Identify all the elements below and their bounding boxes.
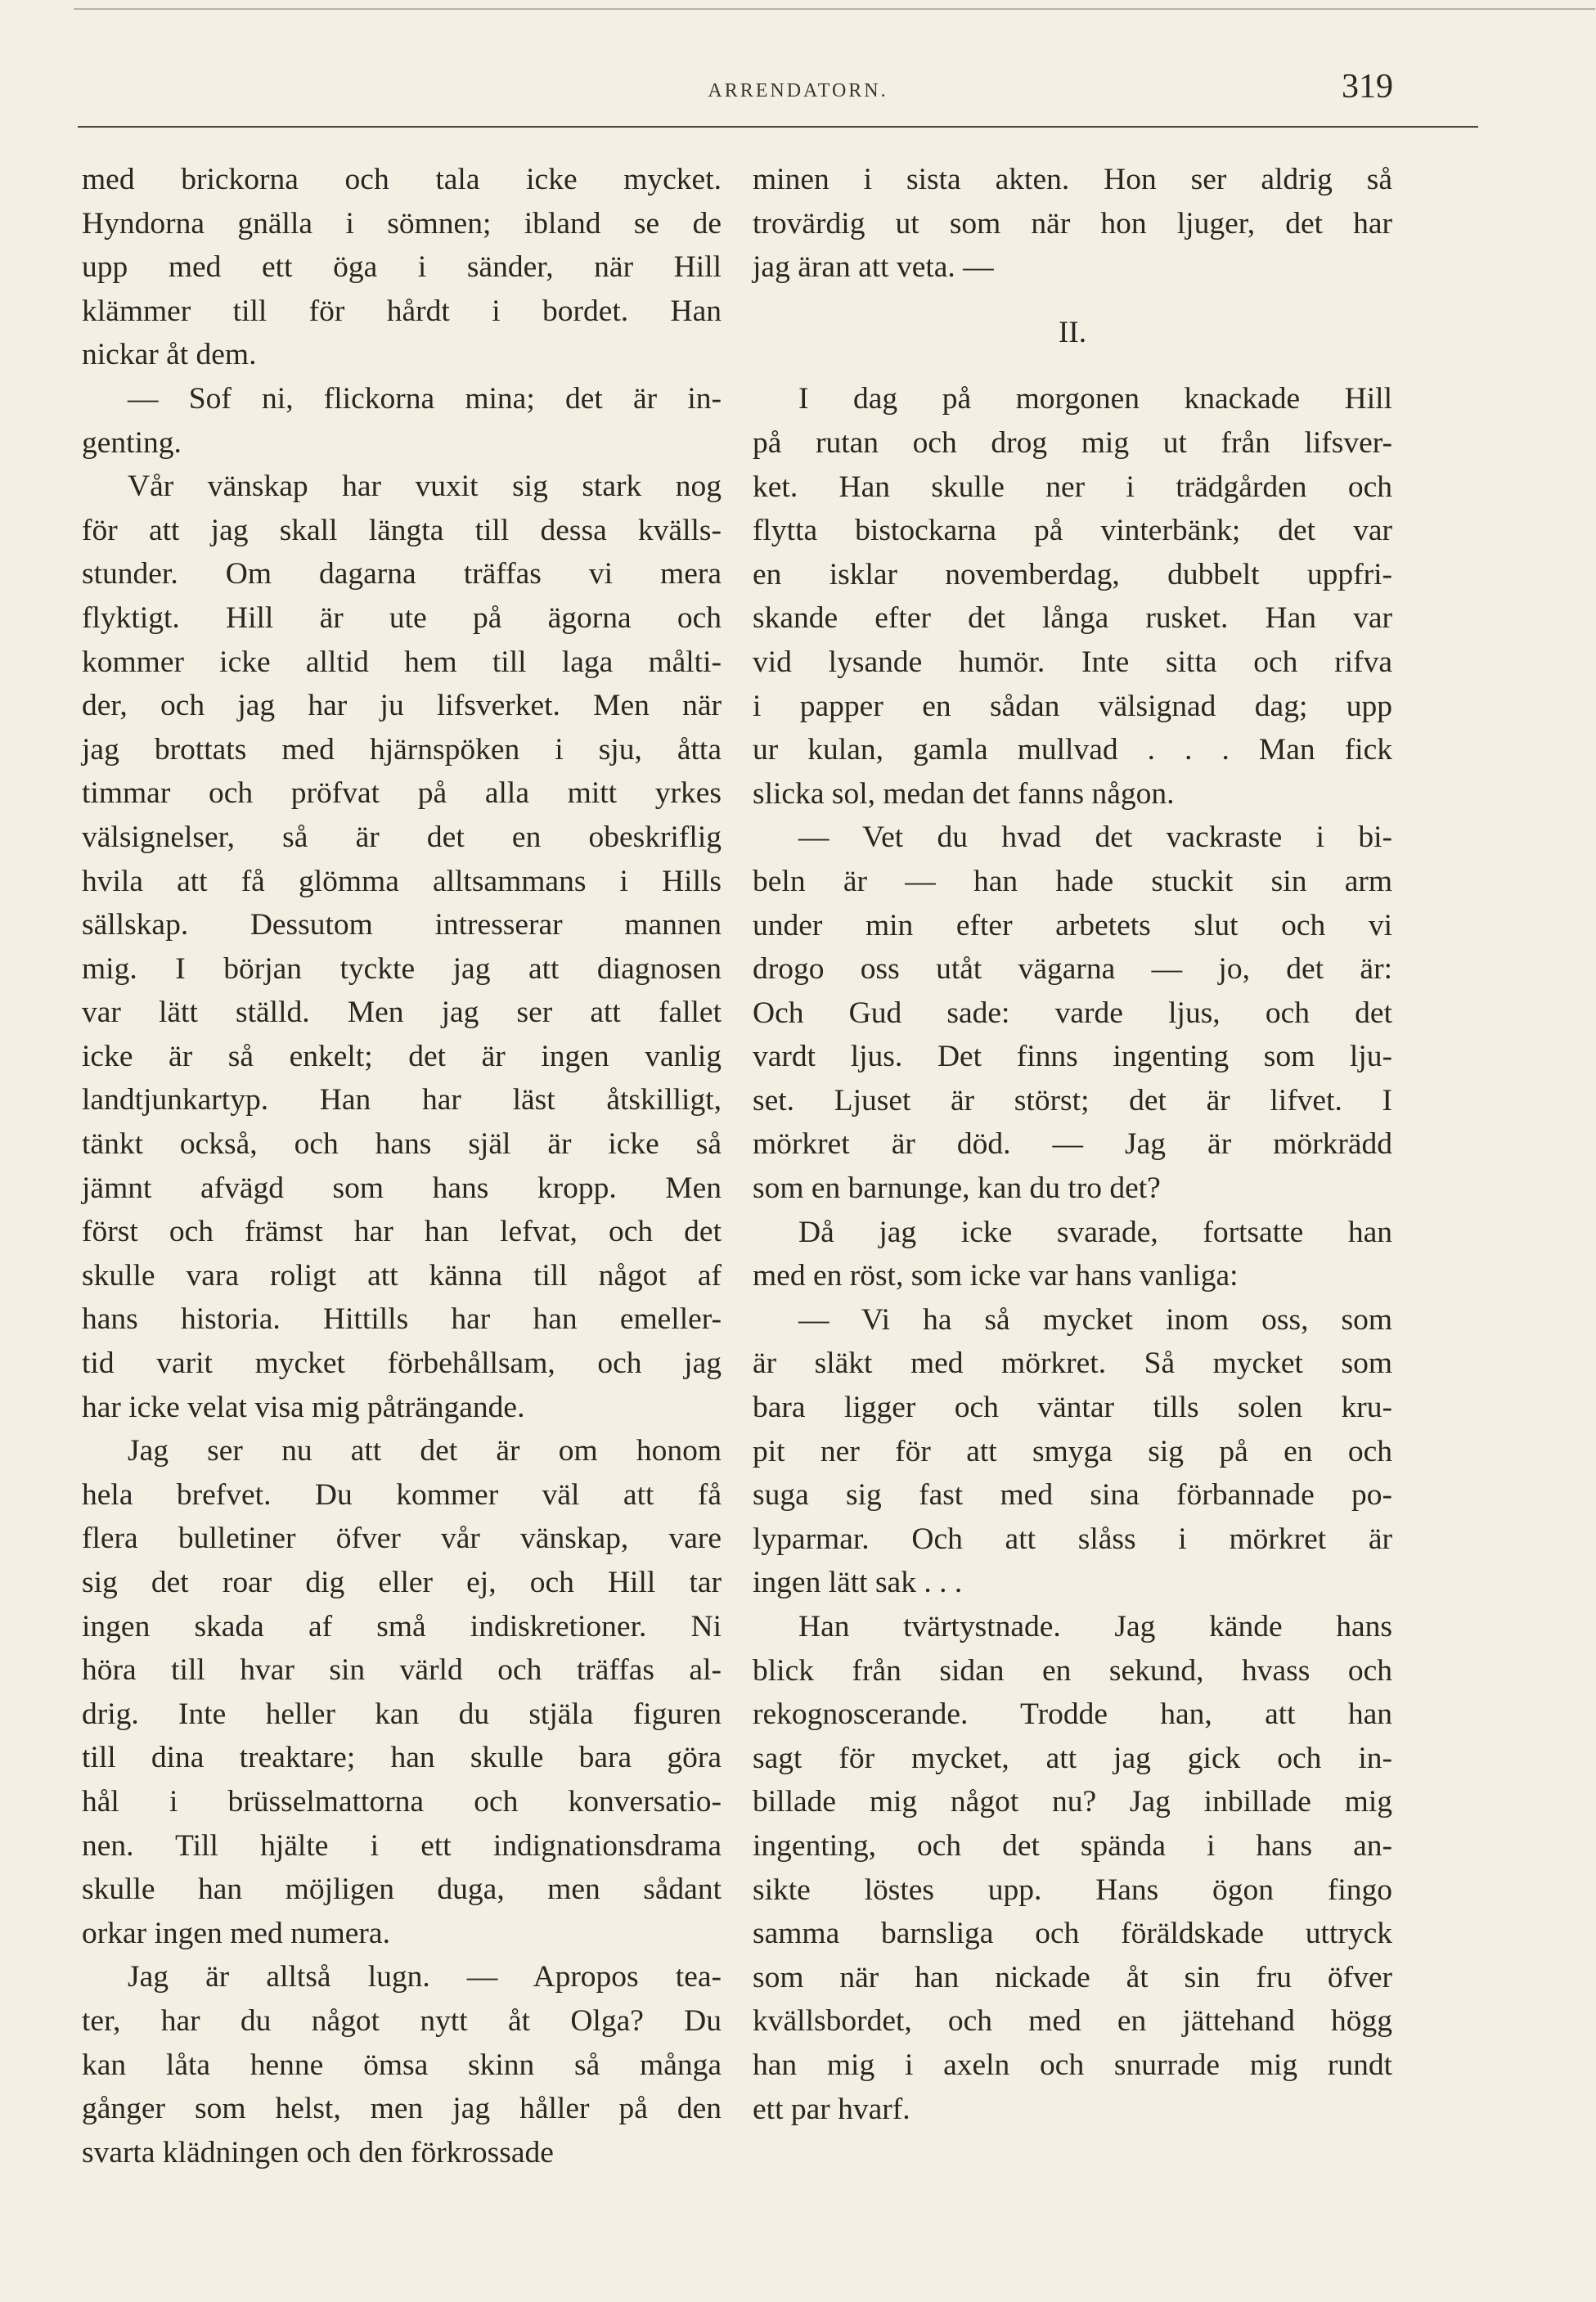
- section-heading: II.: [1058, 315, 1087, 349]
- left-column: [82, 158, 722, 2174]
- text-line: tid varit mycket förbehållsam, och jag: [82, 1347, 722, 1381]
- text-line: kan låta henne ömsa skinn så många: [82, 2048, 722, 2082]
- text-line: sagt för mycket, att jag gick och in-: [753, 1741, 1392, 1775]
- text-line: der, och jag har ju lifsverket. Men när: [82, 689, 722, 723]
- right-column-before-section: [753, 158, 1392, 290]
- text-line: flytta bistockarna på vinterbänk; det var: [753, 514, 1392, 548]
- text-line: jag brottats med hjärnspöken i sju, åtta: [82, 732, 722, 767]
- text-line: bara ligger och väntar tills solen kru-: [753, 1391, 1392, 1425]
- text-line: — Vi ha så mycket inom oss, som: [798, 1302, 1392, 1337]
- text-line: ingenting, och det spända i hans an-: [753, 1828, 1392, 1863]
- text-line: ingen lätt sak . . .: [753, 1566, 963, 1600]
- text-line: billade mig något nu? Jag inbillade mig: [753, 1785, 1392, 1819]
- right-column: [753, 158, 1392, 2131]
- text-line: upp med ett öga i sänder, när Hill: [82, 250, 722, 285]
- text-line: svarta klädningen och den förkrossade: [82, 2135, 554, 2169]
- text-line: vardt ljus. Det finns ingenting som lju-: [753, 1040, 1392, 1074]
- text-line: blick från sidan en sekund, hvass och: [753, 1653, 1392, 1688]
- paragraph: [753, 158, 1392, 290]
- text-line: under min efter arbetets slut och vi: [753, 908, 1392, 942]
- text-line: skande efter det långa rusket. Han var: [753, 601, 1392, 636]
- header-rule: [78, 126, 1478, 128]
- text-line: set. Ljuset är störst; det är lifvet. I: [753, 1083, 1392, 1117]
- paragraph: [82, 1955, 722, 2174]
- text-line: kommer icke alltid hem till laga målti-: [82, 645, 722, 679]
- text-line: rekognoscerande. Trodde han, att han: [753, 1697, 1392, 1732]
- text-line: ur kulan, gamla mullvad . . . Man fick: [753, 733, 1392, 767]
- text-line: som en barnunge, kan du tro det?: [753, 1171, 1161, 1206]
- text-line: sig det roar dig eller ej, och Hill tar: [82, 1566, 722, 1599]
- text-line: ett par hvarf.: [753, 2092, 910, 2126]
- text-line: flyktigt. Hill är ute på ägorna och: [82, 600, 722, 635]
- text-line: drogo oss utåt vägarna — jo, det är:: [753, 952, 1392, 987]
- text-line: samma barnsliga och föräldskade uttryck: [753, 1917, 1392, 1951]
- text-line: Han tvärtystnade. Jag kände hans: [798, 1610, 1392, 1643]
- text-line: drig. Inte heller kan du stjäla figuren: [82, 1697, 722, 1731]
- text-line: till dina treaktare; han skulle bara göra: [82, 1741, 722, 1775]
- text-line: skulle vara roligt att känna till något af: [82, 1258, 722, 1293]
- text-line: har icke velat visa mig påträngande.: [82, 1390, 525, 1424]
- paragraph: [753, 1605, 1392, 2131]
- text-line: ter, har du något nytt åt Olga? Du: [82, 2003, 722, 2038]
- text-line: först och främst har han lefvat, och det: [82, 1215, 722, 1249]
- text-line: beln är — han hade stuckit sin arm: [753, 864, 1392, 898]
- text-line: icke är så enkelt; det är ingen vanlig: [82, 1039, 722, 1073]
- text-line: jämnt afvägd som hans kropp. Men: [82, 1171, 722, 1205]
- text-line: orkar ingen med numera.: [82, 1916, 390, 1950]
- text-line: flera bulletiner öfver vår vänskap, vare: [82, 1522, 722, 1556]
- text-line: kvällsbordet, och med en jättehand högg: [753, 2004, 1392, 2039]
- text-line: välsignelser, så är det en obeskriflig: [82, 820, 722, 854]
- text-line: Hyndorna gnälla i sömnen; ibland se de: [82, 206, 722, 241]
- text-line: ingen skada af små indiskretioner. Ni: [82, 1609, 722, 1643]
- text-line: vid lysande humör. Inte sitta och rifva: [753, 645, 1392, 679]
- text-line: skulle han möjligen duga, men sådant: [82, 1873, 722, 1907]
- text-line: är släkt med mörkret. Så mycket som: [753, 1347, 1392, 1381]
- paragraph: [82, 1429, 722, 1955]
- text-line: Jag är alltså lugn. — Apropos tea-: [128, 1960, 722, 1994]
- paragraph: [753, 816, 1392, 1210]
- text-line: stunder. Om dagarna träffas vi mera: [82, 557, 722, 591]
- text-line: genting.: [82, 425, 182, 460]
- text-line: mörkret är död. — Jag är mörkrädd: [753, 1127, 1392, 1162]
- text-line: gånger som helst, men jag håller på den: [82, 2092, 722, 2126]
- text-line: nen. Till hjälte i ett indignationsdrama: [82, 1828, 722, 1863]
- text-line: tänkt också, och hans själ är icke så: [82, 1127, 722, 1162]
- running-title: ARRENDATORN.: [708, 80, 888, 101]
- text-line: Och Gud sade: varde ljus, och det: [753, 996, 1392, 1030]
- text-line: timmar och pröfvat på alla mitt yrkes: [82, 776, 722, 811]
- text-line: för att jag skall längta till dessa kvälls-: [82, 513, 722, 547]
- text-line: suga sig fast med sina förbannade po-: [753, 1478, 1392, 1513]
- text-line: Jag ser nu att det är om honom: [128, 1434, 722, 1468]
- text-line: höra till hvar sin värld och träffas al-: [82, 1653, 722, 1688]
- paragraph: [82, 377, 722, 465]
- text-line: mig. I början tyckte jag att diagnosen: [82, 951, 722, 986]
- text-line: var lätt ställd. Men jag ser att fallet: [82, 996, 722, 1030]
- text-line: minen i sista akten. Hon ser aldrig så: [753, 163, 1392, 196]
- text-line: han mig i axeln och snurrade mig rundt: [753, 2048, 1392, 2082]
- text-line: I dag på morgonen knackade Hill: [798, 382, 1392, 416]
- text-line: Då jag icke svarade, fortsatte han: [798, 1215, 1392, 1249]
- text-line: trovärdig ut som när hon ljuger, det har: [753, 206, 1392, 241]
- text-line: — Sof ni, flickorna mina; det är in-: [128, 381, 722, 416]
- text-line: — Vet du hvad det vackraste i bi-: [798, 821, 1392, 855]
- paragraph: [82, 158, 722, 377]
- text-line: sällskap. Dessutom intresserar mannen: [82, 908, 722, 942]
- text-line: nickar åt dem.: [82, 338, 257, 372]
- page-edge-rule: [74, 8, 1595, 10]
- text-line: lyparmar. Och att slåss i mörkret är: [753, 1522, 1392, 1556]
- text-line: hål i brüsselmattorna och konversatio-: [82, 1784, 722, 1819]
- text-line: pit ner för att smyga sig på en och: [753, 1434, 1392, 1468]
- text-line: Vår vänskap har vuxit sig stark nog: [128, 470, 722, 504]
- text-line: på rutan och drog mig ut från lifsver-: [753, 425, 1392, 460]
- paragraph: [753, 1211, 1392, 1298]
- paragraph: [82, 465, 722, 1429]
- text-line: hvila att få glömma alltsammans i Hills: [82, 864, 722, 898]
- text-line: hela brefvet. Du kommer väl att få: [82, 1477, 722, 1512]
- paragraph: [753, 1298, 1392, 1605]
- text-line: slicka sol, medan det fanns någon.: [753, 776, 1175, 811]
- text-line: med brickorna och tala icke mycket.: [82, 163, 722, 196]
- text-line: med en röst, som icke var hans vanliga:: [753, 1259, 1239, 1293]
- text-line: en isklar novemberdag, dubbelt uppfri-: [753, 557, 1392, 591]
- text-line: som när han nickade åt sin fru öfver: [753, 1960, 1392, 1994]
- text-line: jag äran att veta. —: [753, 250, 994, 285]
- text-line: i papper en sådan välsignad dag; upp: [753, 689, 1392, 723]
- text-line: klämmer till för hårdt i bordet. Han: [82, 294, 722, 328]
- right-column-after-section: [753, 377, 1392, 2131]
- page-number: 319: [1342, 68, 1393, 106]
- text-line: landtjunkartyp. Han har läst åtskilligt,: [82, 1083, 722, 1117]
- text-line: hans historia. Hittills har han emeller-: [82, 1302, 722, 1337]
- text-line: sikte löstes upp. Hans ögon fingo: [753, 1873, 1392, 1907]
- paragraph: [753, 377, 1392, 816]
- text-line: ket. Han skulle ner i trädgården och: [753, 470, 1392, 504]
